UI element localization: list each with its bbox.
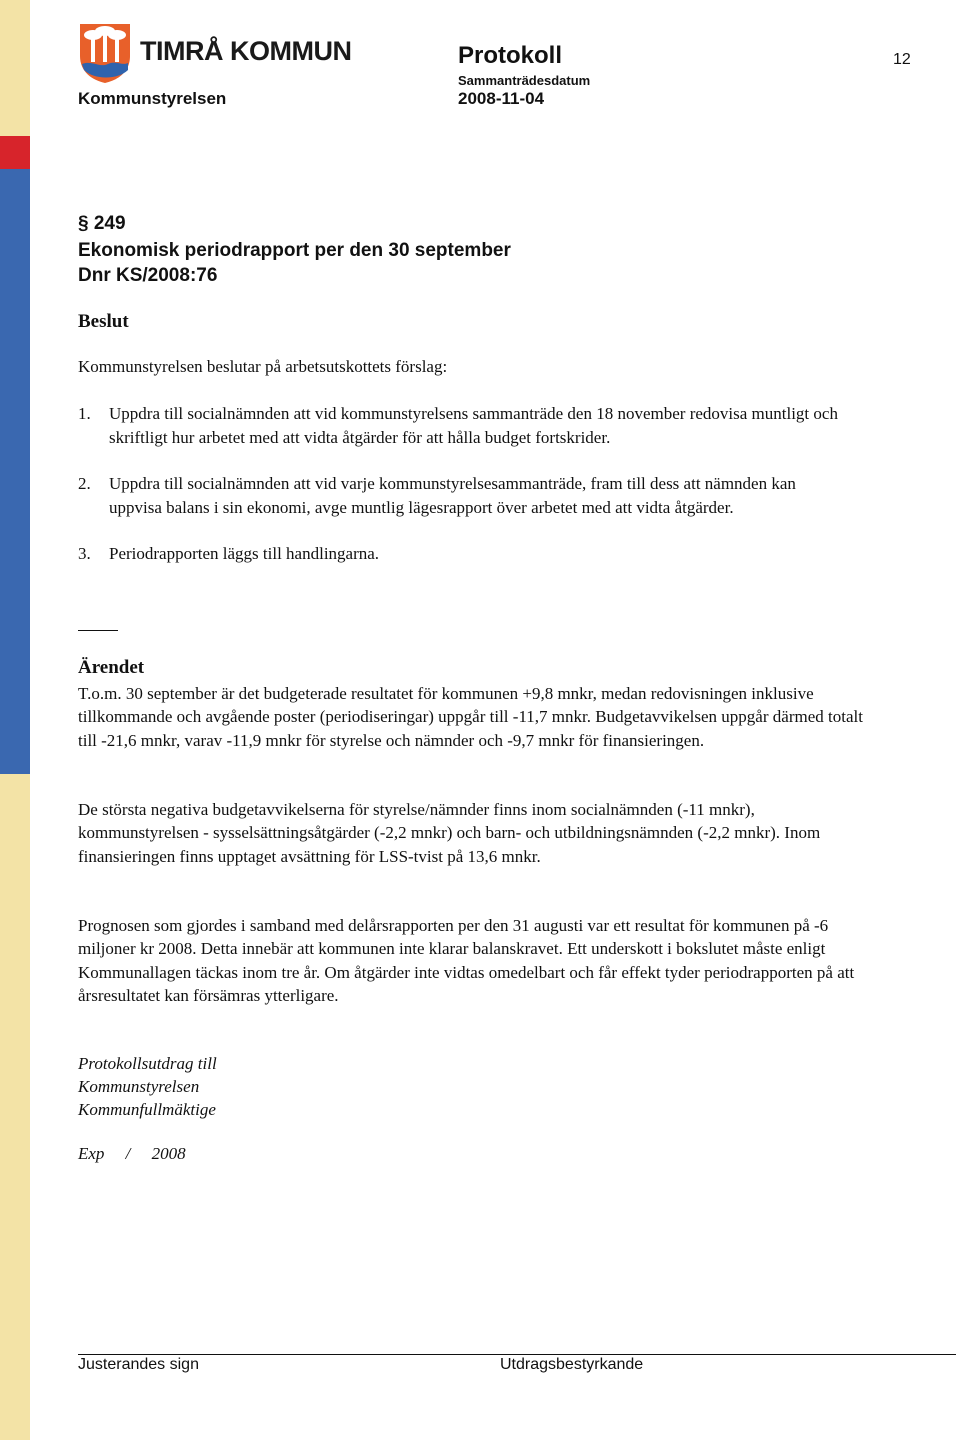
- footer-utdragsbestyrkande: Utdragsbestyrkande: [500, 1356, 644, 1373]
- diary-number: Dnr KS/2008:76: [78, 265, 218, 286]
- sidebar-yellow-top: [0, 0, 30, 136]
- organization-name: Kommunstyrelsen: [78, 89, 227, 108]
- beslut-intro: Kommunstyrelsen beslutar på arbetsutskottets förslag:: [78, 357, 448, 376]
- decision-item: [78, 402, 848, 449]
- separator-dash: [78, 630, 118, 631]
- sidebar-yellow-bottom: [0, 774, 30, 1440]
- arendet-paragraph: Prognosen som gjordes i samband med delårsrapporten per den 31 augusti var ett resultat för kommunen på -6 miljoner kr 2008. Detta innebär att kommunen inte klarar balanskravet. Ett underskott i bokslutet måste enligt Kommunallagen täckas inom tre år. Om åtgärder inte vidtas omedelbart och får effekt tyder periodrapporten på att årsresultatet kan försämras ytterligare.: [78, 916, 855, 1005]
- decision-number: 1.: [78, 404, 91, 423]
- date-label: Sammanträdesdatum: [458, 73, 591, 88]
- decision-item: [78, 542, 848, 566]
- decision-text: Uppdra till socialnämnden att vid varje kommunstyrelsesammanträde, fram till dess att nämnden kan uppvisa balans i sin ekonomi, avge muntlig lägesrapport över arbetet med att vidta åtgärder.: [109, 474, 796, 517]
- paragraph-number: § 249: [78, 213, 126, 234]
- logo-wordmark: TIMRÅ KOMMUN: [140, 36, 352, 66]
- distribution-recipient: Kommunfullmäktige: [78, 1100, 216, 1119]
- paragraph-title: Ekonomisk periodrapport per den 30 september: [78, 240, 511, 261]
- distribution-heading: Protokollsutdrag till: [78, 1054, 217, 1073]
- distribution-block: [78, 1052, 217, 1121]
- decision-number: 3.: [78, 544, 91, 563]
- sidebar-blue: [0, 169, 30, 774]
- expedition-line: Exp / 2008: [78, 1144, 186, 1163]
- meeting-date: 2008-11-04: [458, 89, 545, 108]
- distribution-recipient: Kommunstyrelsen: [78, 1077, 200, 1096]
- color-sidebar: [0, 0, 30, 1440]
- arendet-paragraph: De största negativa budgetavvikelserna för styrelse/nämnder finns inom socialnämnden (-11 mnkr), kommunstyrelsen - sysselsättningsåtgärder (-2,2 mnkr) och barn- och utbildningsnämnden (-2,2 mnkr). Inom finansieringen finns upptaget avsättning för LSS-tvist på 13,6 mnkr.: [78, 800, 821, 866]
- footer-rule: [78, 1354, 956, 1355]
- beslut-heading: Beslut: [78, 311, 129, 332]
- arendet-heading: Ärendet: [78, 657, 145, 678]
- decision-item: [78, 472, 848, 519]
- decision-list: [78, 402, 848, 589]
- page-number: 12: [893, 51, 911, 68]
- decision-text: Periodrapporten läggs till handlingarna.: [109, 544, 380, 563]
- decision-text: Uppdra till socialnämnden att vid kommunstyrelsens sammanträde den 18 november redovisa muntligt och skriftligt hur arbetet med att vidta åtgärder för att hålla budget fortskrider.: [109, 404, 838, 447]
- decision-number: 2.: [78, 474, 91, 493]
- sidebar-red: [0, 136, 30, 169]
- arendet-paragraph: T.o.m. 30 september är det budgeterade resultatet för kommunen +9,8 mnkr, medan redovisningen inklusive tillkommande och avgående poster (periodiseringar) uppgår till -11,7 mnkr. Budgetavvikelsen uppgår därmed totalt till -21,6 mnkr, varav -11,9 mnkr för styrelse och nämnder och -9,7 mnkr för finansieringen.: [78, 684, 863, 750]
- timra-coat-of-arms-icon: [78, 22, 132, 84]
- document-type: Protokoll: [458, 42, 563, 69]
- footer-justerandes-sign: Justerandes sign: [78, 1356, 199, 1373]
